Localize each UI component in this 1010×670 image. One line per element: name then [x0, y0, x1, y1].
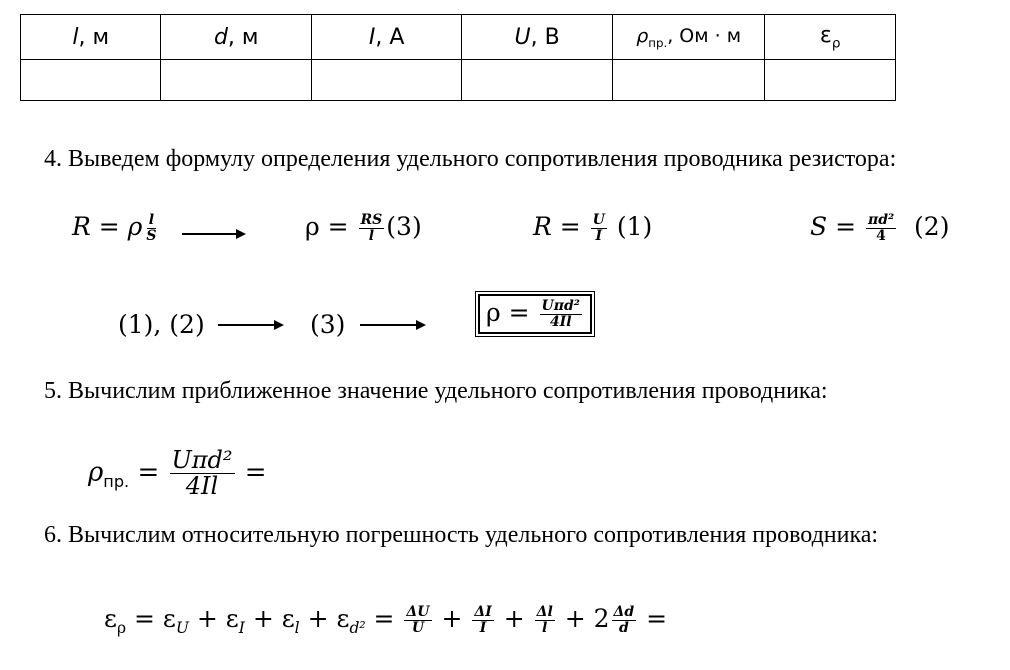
measurement-table: [20, 14, 896, 101]
formula-ohms-law: R = $\frac{U}{I}$ (1): [533, 212, 653, 244]
arrow-icon: [218, 318, 284, 332]
cell-relative-error[interactable]: [765, 60, 896, 101]
formula-approx-resistivity: $\rho_{пр.}$ = $\frac{\text{Uπd²}}{4Il}$ =: [88, 446, 267, 501]
header-length: l, м: [21, 15, 161, 60]
header-relative-error: $\varepsilon_\rho$: [765, 15, 896, 60]
step-6-heading: 6. Вычислим относительную погрешность удельного сопротивления проводника:: [44, 522, 879, 548]
formula-cross-section: S = $\frac{\text{πd²}}{4}$ (2): [810, 212, 950, 244]
formula-r-rho: R = ρ $\frac{l}{S}$: [72, 212, 157, 244]
cell-resistivity[interactable]: [612, 60, 765, 101]
header-diameter: d, м: [161, 15, 311, 60]
header-voltage: U, В: [462, 15, 612, 60]
formula-rho-rs: ρ = $\frac{RS}{l}$ (3): [305, 212, 422, 244]
arrow-icon: [182, 227, 246, 241]
table-header-row: [21, 15, 896, 60]
cell-voltage[interactable]: [462, 60, 612, 101]
formula-combination-mid: (3): [310, 310, 346, 339]
cell-current[interactable]: [311, 60, 461, 101]
header-resistivity: $\rho_{пр.}$, Ом · м: [612, 15, 765, 60]
step-4-heading: 4. Выведем формулу определения удельного сопротивления проводника резистора:: [44, 146, 897, 172]
formula-combination-left: (1), (2): [118, 310, 205, 339]
arrow-icon: [360, 318, 426, 332]
formula-resistivity-boxed: ρ = $\frac{\text{Uπd²}}{4Il}$: [478, 294, 592, 334]
cell-length[interactable]: [21, 60, 161, 101]
cell-diameter[interactable]: [161, 60, 311, 101]
step-5-heading: 5. Вычислим приближенное значение удельного сопротивления проводника:: [44, 378, 828, 404]
formula-relative-error: $\varepsilon_\rho = \varepsilon_U + \varepsilon_I + \varepsilon_l + \varepsilon_{d^2}$ = $\frac{\Delta U}{U}$ + $\frac{\Delta I}{I}$ + $\frac{\Delta l}{l}$ + 2 $\frac{\Delta d}{d}$ =: [104, 604, 668, 637]
header-current: I, А: [311, 15, 461, 60]
table-data-row: [21, 60, 896, 101]
